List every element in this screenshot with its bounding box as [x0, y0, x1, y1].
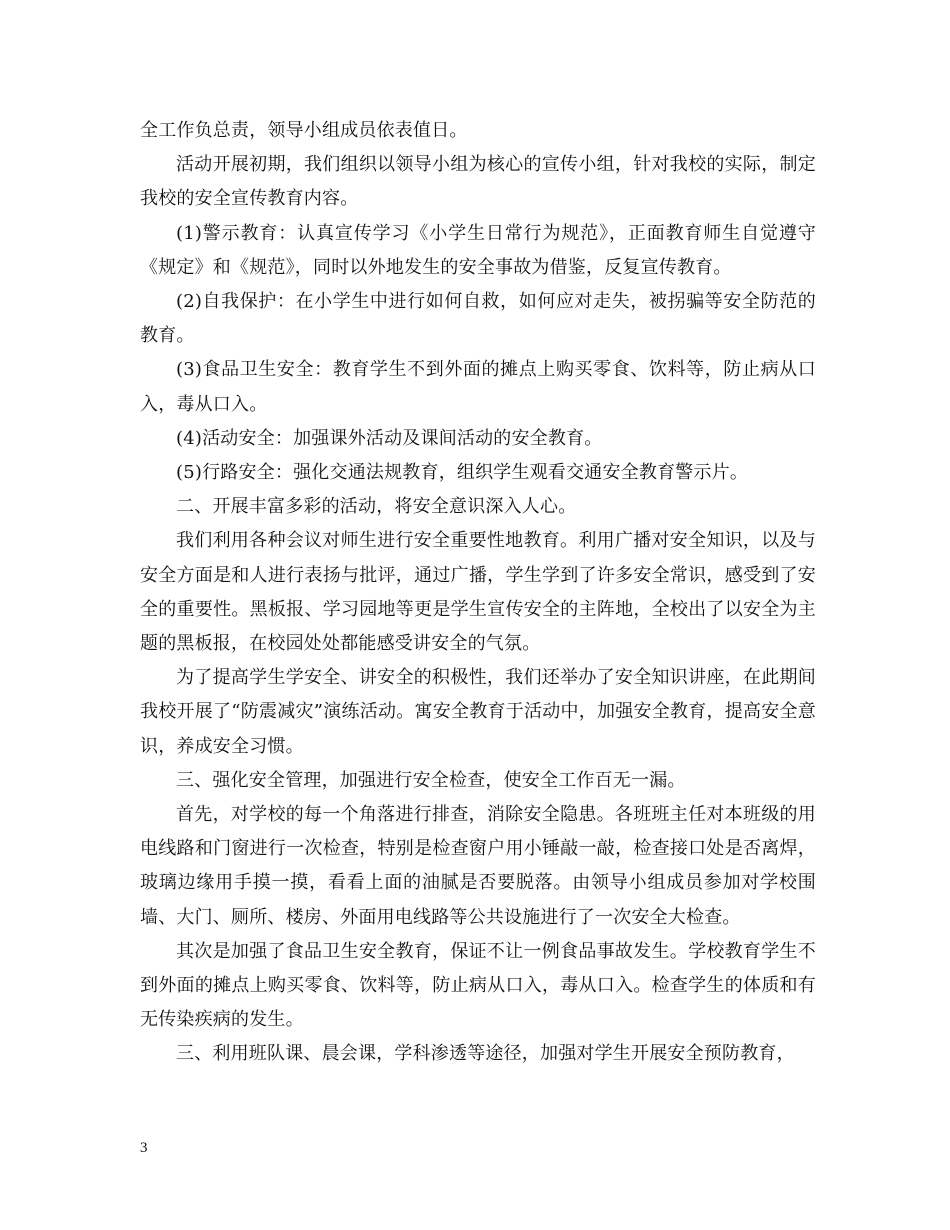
- paragraph: (1)警示教育：认真宣传学习《小学生日常行为规范》，正面教育师生自觉遵守《规定》和《规范》，同时以外地发生的安全事故为借鉴，反复宣传教育。: [140, 222, 816, 278]
- paragraph: (3)食品卫生安全：教育学生不到外面的摊点上购买零食、饮料等，防止病从口入，毒从口入。: [140, 359, 816, 415]
- paragraph: 为了提高学生学安全、讲安全的积极性，我们还举办了安全知识讲座，在此期间我校开展了“防震减灾”演练活动。寓安全教育于活动中，加强安全教育，提高安全意识，养成安全习惯。: [140, 667, 816, 757]
- paragraph: (2)自我保护：在小学生中进行如何自救，如何应对走失，被拐骗等安全防范的教育。: [140, 291, 816, 347]
- section-heading: 三、利用班队课、晨会课，学科渗透等途径，加强对学生开展安全预防教育，: [176, 1043, 795, 1065]
- paragraph: 活动开展初期，我们组织以领导小组为核心的宣传小组，针对我校的实际，制定我校的安全宣传教育内容。: [140, 154, 816, 210]
- paragraph: 我们利用各种会议对师生进行安全重要性地教育。利用广播对安全知识，以及与安全方面是和人进行表扬与批评，通过广播，学生学到了许多安全常识，感受到了安全的重要性。黑板报、学习园地等更是学生宣传安全的主阵地，全校出了以安全为主题的黑板报，在校园处处都能感受讲安全的气氛。: [140, 530, 816, 655]
- paragraph: 首先，对学校的每一个角落进行排查，消除安全隐患。各班班主任对本班级的用电线路和门窗进行一次检查，特别是检查窗户用小锤敲一敲，检查接口处是否离焊，玻璃边缘用手摸一摸，看看上面的油腻是否要脱落。由领导小组成员参加对学校围墙、大门、厕所、楼房、外面用电线路等公共设施进行了一次安全大检查。: [140, 804, 816, 928]
- section-heading: 二、开展丰富多彩的活动，将安全意识深入人心。: [176, 496, 577, 518]
- page-number: 3: [140, 1140, 148, 1156]
- paragraph: (4)活动安全：加强课外活动及课间活动的安全教育。: [176, 427, 603, 449]
- body-text: [140, 114, 816, 1072]
- section-heading: 三、强化安全管理，加强进行安全检查，使安全工作百无一漏。: [176, 769, 686, 791]
- paragraph: 其次是加强了食品卫生安全教育，保证不让一例食品事故发生。学校教育学生不到外面的摊点上购买零食、饮料等，防止病从口入，毒从口入。检查学生的体质和有无传染疾病的发生。: [140, 940, 816, 1031]
- paragraph: 全工作负总责，领导小组成员依表值日。: [140, 120, 468, 141]
- paragraph: (5)行路安全：强化交通法规教育，组织学生观看交通安全教育警示片。: [176, 462, 749, 484]
